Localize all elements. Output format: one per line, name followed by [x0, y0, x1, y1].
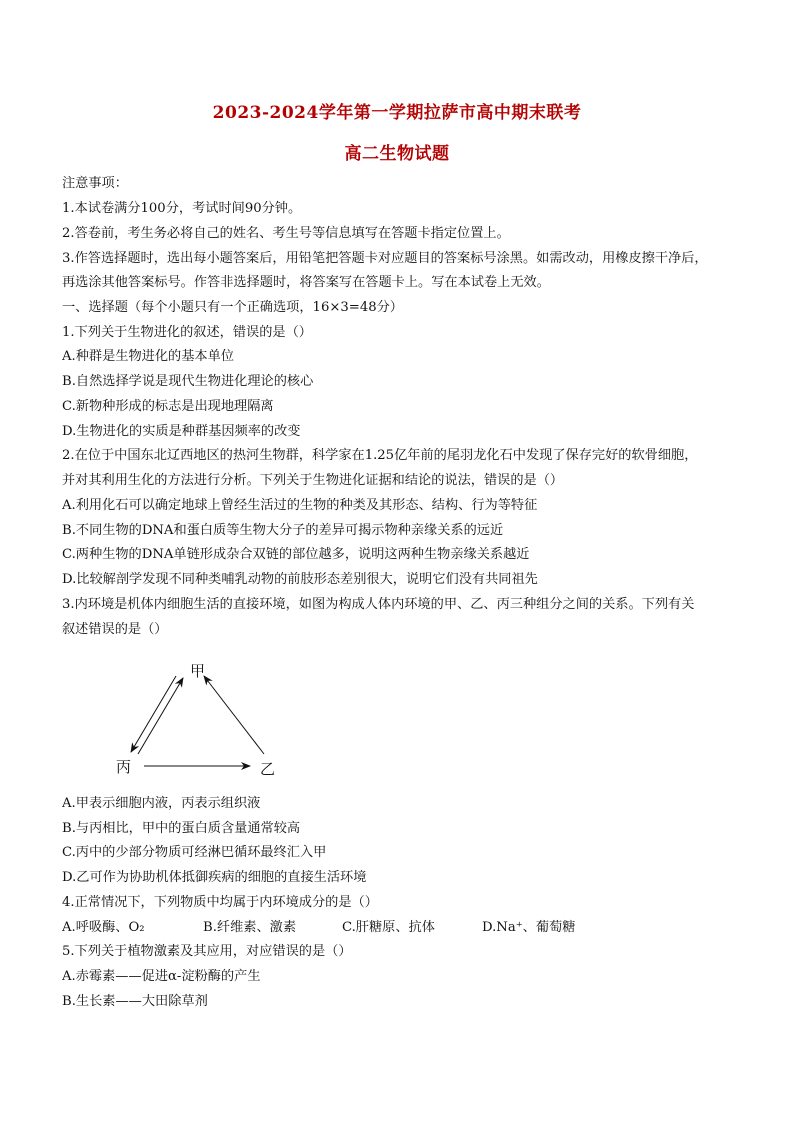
option-b: B.生长素——大田除草剂	[62, 994, 208, 1009]
note-item: 3.作答选择题时，选出每小题答案后，用铅笔把答题卡对应题目的答案标号涂黑。如需改动，用橡皮擦干净后，	[62, 251, 708, 266]
question-stem: 并对其利用生化的方法进行分析。下列关于生物进化证据和结论的说法，错误的是（）	[62, 473, 564, 488]
node-jia: 甲	[190, 662, 206, 680]
option-b: B.纤维素、激素	[203, 920, 297, 935]
arrow-bing-to-jia	[138, 678, 183, 754]
option-d: D.比较解剖学发现不同种类哺乳动物的前肢形态差别很大，说明它们没有共同祖先	[62, 572, 538, 587]
option-c: C.两种生物的DNA单链形成杂合双链的部位越多，说明这两种生物亲缘关系越近	[62, 547, 530, 562]
note-item: 2.答卷前，考生务必将自己的姓名、考生号等信息填写在答题卡指定位置上。	[62, 226, 510, 241]
arrow-yi-to-jia	[204, 676, 264, 754]
option-b: B.不同生物的DNA和蛋白质等生物大分子的差异可揭示物种亲缘关系的远近	[62, 523, 504, 538]
question-stem: 5.下列关于植物激素及其应用，对应错误的是（）	[62, 944, 352, 959]
option-c: C.肝糖原、抗体	[342, 920, 435, 935]
section-heading: 一、选择题（每个小题只有一个正确选项，16×3=48分）	[62, 300, 403, 315]
option-d: D.Na⁺、葡萄糖	[482, 920, 576, 935]
exam-subtitle: 高二生物试题	[344, 144, 450, 164]
option-a: A.呼吸酶、O₂	[62, 920, 145, 935]
question-stem: 3.内环境是机体内细胞生活的直接环境，如图为构成人体内环境的甲、乙、丙三种组分之间的关系。下列有关	[62, 597, 695, 612]
question-stem: 1.下列关于生物进化的叙述，错误的是（）	[62, 325, 312, 340]
question-stem: 4.正常情况下，下列物质中均属于内环境成分的是（）	[62, 895, 378, 910]
notes-heading: 注意事项：	[62, 176, 128, 191]
exam-title: 2023-2024学年第一学期拉萨市高中期末联考	[212, 103, 582, 123]
body-fluid-diagram	[100, 650, 300, 785]
node-bing: 丙	[116, 758, 132, 776]
option-b: B.自然选择学说是现代生物进化理论的核心	[62, 374, 314, 389]
option-a: A.种群是生物进化的基本单位	[62, 349, 234, 364]
note-item: 再选涂其他答案标号。作答非选择题时，将答案写在答题卡上。写在本试卷上无效。	[62, 275, 550, 290]
option-d: D.乙可作为协助机体抵御疾病的细胞的直接生活环境	[62, 870, 367, 885]
question-stem: 叙述错误的是（）	[62, 622, 168, 637]
option-b: B.与丙相比，甲中的蛋白质含量通常较高	[62, 821, 301, 836]
option-a: A.赤霉素——促进α-淀粉酶的产生	[62, 969, 261, 984]
arrow-jia-to-bing	[131, 676, 176, 752]
option-c: C.新物种形成的标志是出现地理隔离	[62, 399, 274, 414]
option-c: C.丙中的少部分物质可经淋巴循环最终汇入甲	[62, 845, 327, 860]
question-stem: 2.在位于中国东北辽西地区的热河生物群，科学家在1.25亿年前的尾羽龙化石中发现了保存完好的软骨细胞，	[62, 448, 698, 463]
note-item: 1.本试卷满分100分，考试时间90分钟。	[62, 201, 302, 216]
option-a: A.甲表示细胞内液，丙表示组织液	[62, 796, 261, 811]
node-yi: 乙	[260, 760, 276, 778]
option-d: D.生物进化的实质是种群基因频率的改变	[62, 424, 301, 439]
option-a: A.利用化石可以确定地球上曾经生活过的生物的种类及其形态、结构、行为等特征	[62, 498, 538, 513]
